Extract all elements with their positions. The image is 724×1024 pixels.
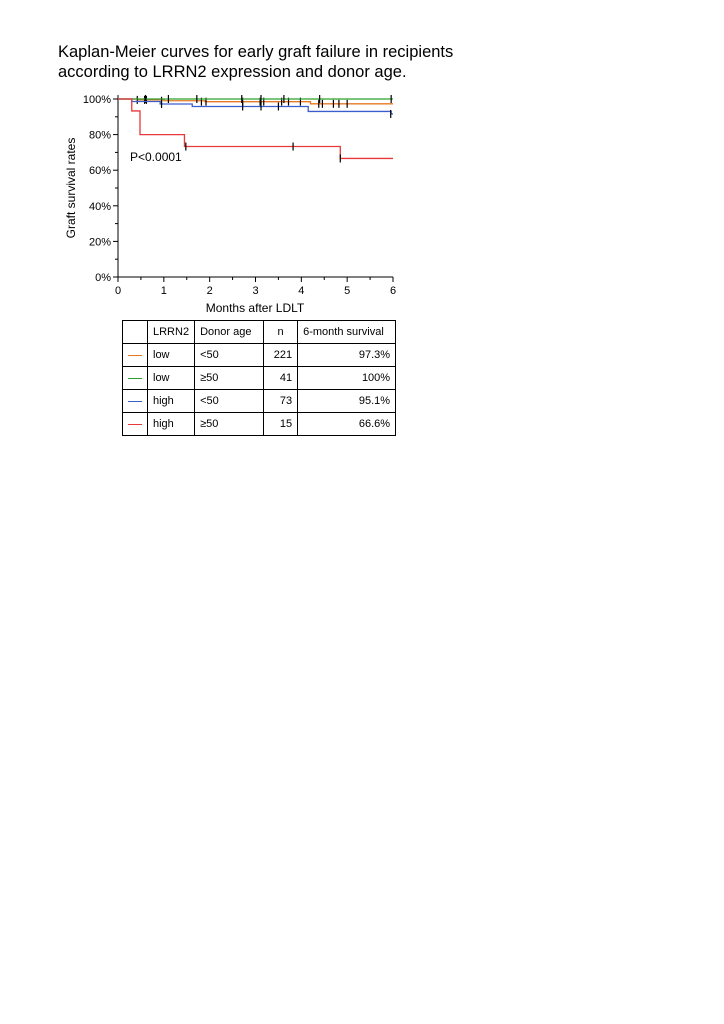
x-tick-label: 2 xyxy=(206,285,213,297)
legend-survival: 100% xyxy=(298,367,396,390)
legend-row xyxy=(123,367,396,390)
x-axis-label: Months after LDLT xyxy=(205,301,305,315)
legend-table xyxy=(122,320,396,436)
legend-n: 15 xyxy=(264,413,298,436)
legend-lrrn2: low xyxy=(148,344,195,367)
y-tick-label: 100% xyxy=(82,94,111,106)
x-tick-label: 4 xyxy=(298,285,305,297)
legend-survival: 97.3% xyxy=(298,344,396,367)
legend-row xyxy=(123,413,396,436)
x-tick-label: 0 xyxy=(114,285,122,297)
legend-lrrn2: high xyxy=(148,413,195,436)
legend-line-swatch xyxy=(128,401,142,402)
legend-header-row xyxy=(123,321,396,344)
legend-line-swatch xyxy=(128,424,142,425)
legend-line-swatch xyxy=(128,378,142,379)
legend-n: 221 xyxy=(264,344,298,367)
legend-donor-age: ≥50 xyxy=(195,367,264,390)
legend-row xyxy=(123,390,396,413)
legend-lrrn2: low xyxy=(148,367,195,390)
legend-swatch-cell xyxy=(123,390,148,413)
figure-title-line-2: according to LRRN2 expression and donor age. xyxy=(58,63,407,81)
y-tick-label: 20% xyxy=(88,236,111,249)
legend-n: 41 xyxy=(264,367,298,390)
x-tick-label: 1 xyxy=(160,285,167,297)
x-tick-label: 6 xyxy=(389,285,397,297)
p-value-annotation: P<0.0001 xyxy=(130,150,182,164)
y-axis-label: Graft survival rates xyxy=(64,137,78,239)
legend-swatch-cell xyxy=(123,344,148,367)
y-tick-label: 0% xyxy=(95,272,111,284)
legend-n: 73 xyxy=(264,390,298,413)
legend-header-n: n xyxy=(264,321,298,344)
legend-line-swatch xyxy=(128,355,142,356)
y-tick-label: 60% xyxy=(88,165,111,178)
y-tick-label: 80% xyxy=(88,129,111,142)
legend-swatch-cell xyxy=(123,413,148,436)
legend-lrrn2: high xyxy=(148,390,195,413)
x-tick-label: 3 xyxy=(252,285,259,297)
legend-header-survival: 6-month survival xyxy=(298,321,396,344)
legend-header-donor-age: Donor age xyxy=(195,321,264,344)
legend-donor-age: ≥50 xyxy=(195,413,264,436)
legend-survival: 95.1% xyxy=(298,390,396,413)
legend-donor-age: <50 xyxy=(195,344,264,367)
legend-swatch-cell xyxy=(123,367,148,390)
legend-header-lrrn2: LRRN2 xyxy=(148,321,195,344)
legend-survival: 66.6% xyxy=(298,413,396,436)
legend-header-swatch xyxy=(123,321,148,344)
kaplan-meier-chart xyxy=(0,0,724,320)
x-tick-label: 5 xyxy=(344,285,351,297)
figure-title-line-1: Kaplan-Meier curves for early graft failure in recipients xyxy=(58,43,454,61)
legend-donor-age: <50 xyxy=(195,390,264,413)
y-tick-label: 40% xyxy=(88,200,111,213)
legend-row xyxy=(123,344,396,367)
axes xyxy=(83,94,396,297)
